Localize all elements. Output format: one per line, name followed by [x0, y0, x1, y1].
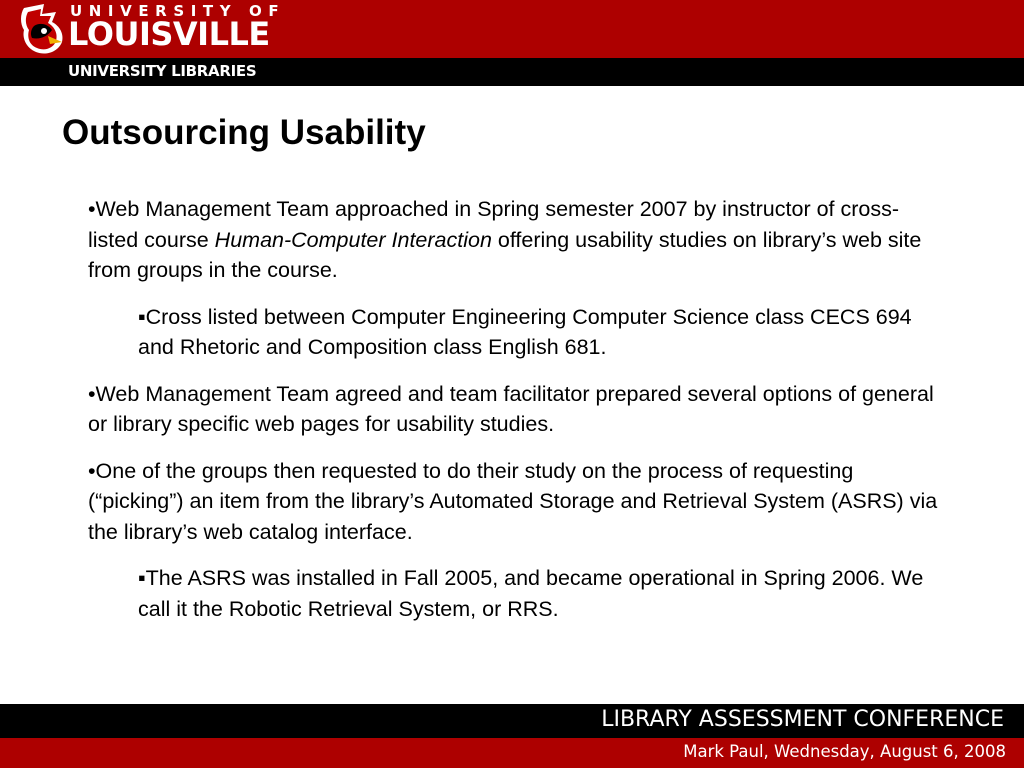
bullet-1-text: •Web Management Team approached in Spring semester 2007 by instructor of cross-listed course: [88, 197, 900, 252]
bullet-3: •One of the groups then requested to do their study on the process of requesting (“picking”) an item from the library’s Automated Storage and Retrieval System (ASRS) via the library’s web catalog interface.: [88, 458, 938, 544]
university-top-text: UNIVERSITY OF: [70, 2, 286, 20]
university-libraries-text: UNIVERSITY LIBRARIES: [68, 62, 257, 80]
slide-body: [88, 194, 948, 640]
bullet-1-course-name: Human-Computer Interaction: [214, 227, 492, 252]
presenter-byline: Mark Paul, Wednesday, August 6, 2008: [683, 742, 1006, 761]
bullet-2: •Web Management Team agreed and team facilitator prepared several options of general or library specific web pages for usability studies.: [88, 381, 934, 436]
bullet-1: [88, 194, 948, 286]
cardinal-head-icon: [18, 2, 66, 56]
sub-bullet-2: ▪The ASRS was installed in Fall 2005, and became operational in Spring 2006. We call it the Robotic Retrieval System, or RRS.: [138, 566, 924, 621]
bullet-1-text-end: offering usability studies on library’s web site from groups in the course.: [88, 227, 922, 282]
conference-name: LIBRARY ASSESSMENT CONFERENCE: [601, 707, 1004, 732]
sub-bullet-1: ▪Cross listed between Computer Engineering Computer Science class CECS 694 and Rhetoric and Composition class English 681.: [138, 304, 912, 359]
slide-title: Outsourcing Usability: [62, 113, 426, 152]
university-name: LOUISVILLE: [68, 15, 270, 53]
